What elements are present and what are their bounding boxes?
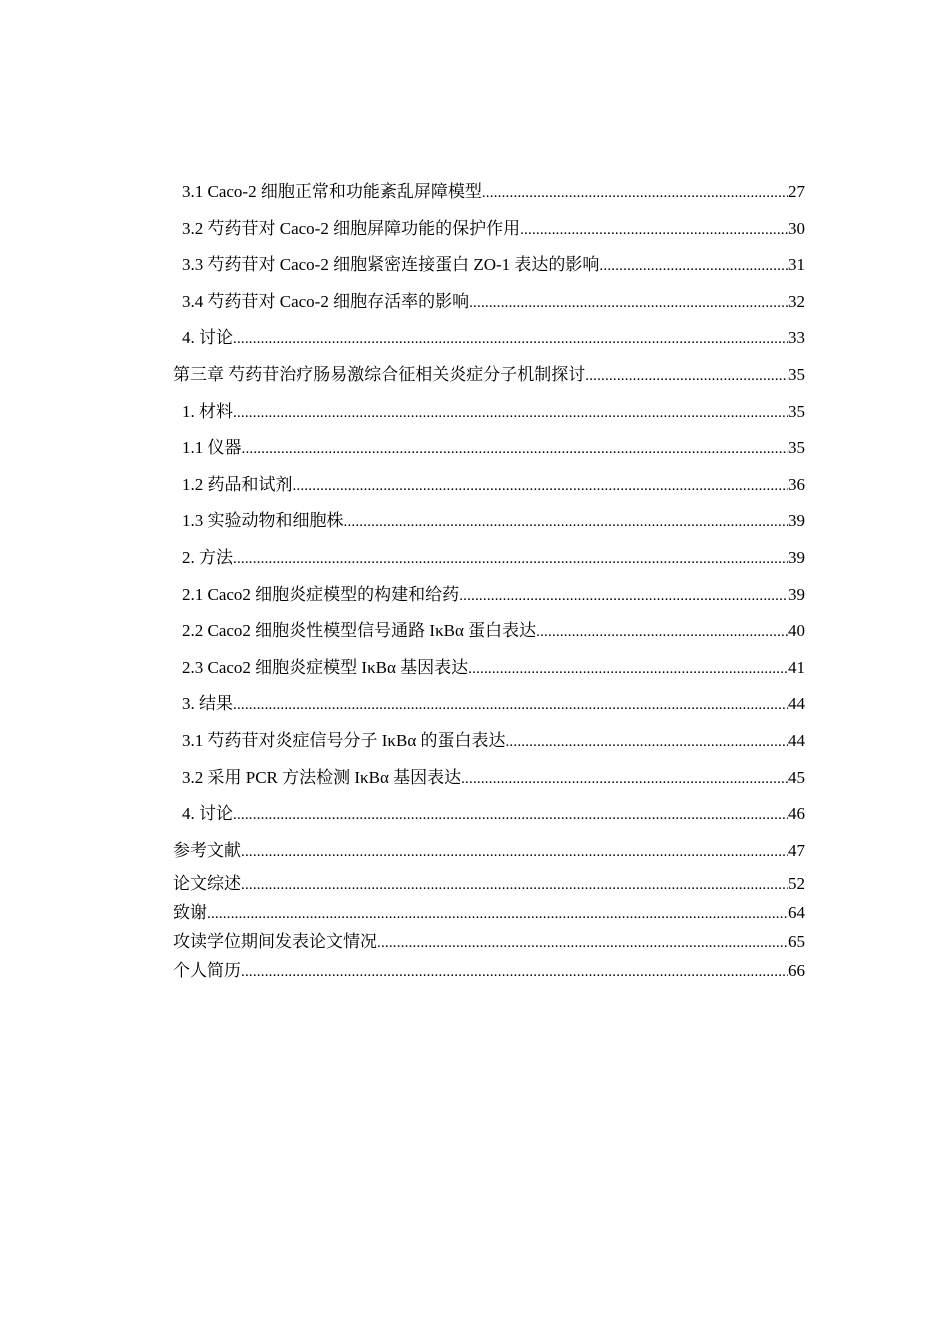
toc-entry[interactable]: [173, 247, 805, 284]
toc-dot-leader: [377, 929, 788, 956]
toc-page-number: 46: [788, 804, 805, 824]
toc-page-number: 45: [788, 767, 805, 787]
toc-page-number: 30: [788, 218, 805, 238]
toc-dot-leader: [293, 468, 789, 504]
table-of-contents: [173, 174, 805, 985]
toc-entry[interactable]: [173, 796, 805, 833]
toc-dot-leader: [233, 395, 788, 431]
toc-chapter-entry[interactable]: [173, 898, 805, 927]
toc-entry[interactable]: [173, 686, 805, 723]
toc-entry[interactable]: [173, 211, 805, 248]
toc-dot-leader: [505, 724, 788, 760]
toc-entry[interactable]: [173, 650, 805, 687]
toc-chapter-entry[interactable]: [173, 869, 805, 898]
toc-entry-title: 4. 讨论: [182, 328, 233, 348]
toc-dot-leader: [241, 871, 788, 898]
toc-entry[interactable]: [173, 174, 805, 211]
toc-entry[interactable]: [173, 760, 805, 797]
toc-page-number: 47: [788, 840, 805, 860]
toc-page-number: 32: [788, 291, 805, 311]
toc-dot-leader: [585, 358, 788, 394]
toc-dot-leader: [469, 285, 788, 321]
toc-entry-title: 参考文献: [173, 840, 241, 860]
toc-entry[interactable]: [173, 430, 805, 467]
toc-entry-title: 2.3 Caco2 细胞炎症模型 IκBα 基因表达: [182, 657, 469, 677]
toc-page-number: 44: [788, 730, 805, 750]
toc-dot-leader: [599, 248, 788, 284]
toc-entry[interactable]: [173, 723, 805, 760]
toc-entry-title: 3.2 采用 PCR 方法检测 IκBα 基因表达: [182, 767, 462, 787]
toc-dot-leader: [233, 687, 788, 723]
toc-entry-title: 3.4 芍药苷对 Caco-2 细胞存活率的影响: [182, 291, 470, 311]
toc-page-number: 39: [788, 547, 805, 567]
toc-page-number: 27: [788, 182, 805, 201]
toc-dot-leader: [207, 900, 788, 927]
toc-dot-leader: [344, 504, 789, 540]
toc-page-number: 35: [788, 401, 805, 421]
toc-entry-title: 1.3 实验动物和细胞株: [182, 511, 344, 531]
toc-entry-title: 致谢: [173, 903, 207, 923]
toc-entry-title: 1.2 药品和试剂: [182, 474, 293, 494]
toc-page-number: 41: [788, 657, 805, 677]
toc-page-number: 39: [788, 511, 805, 531]
toc-dot-leader: [233, 541, 788, 577]
toc-entry-title: 论文综述: [173, 874, 241, 894]
toc-entry-title: 第三章 芍药苷治疗肠易激综合征相关炎症分子机制探讨: [173, 364, 586, 384]
toc-entry-title: 1.1 仪器: [182, 438, 242, 458]
toc-entry[interactable]: [173, 503, 805, 540]
toc-page-number: 65: [788, 932, 805, 952]
toc-entry-title: 2.2 Caco2 细胞炎性模型信号通路 IκBα 蛋白表达: [182, 621, 537, 641]
toc-entry-title: 1. 材料: [182, 401, 233, 421]
toc-dot-leader: [241, 958, 788, 985]
toc-page-number: 36: [788, 474, 805, 494]
toc-page-number: 52: [788, 874, 805, 894]
toc-entry-title: 4. 讨论: [182, 804, 233, 824]
toc-entry-title: 3.3 芍药苷对 Caco-2 细胞紧密连接蛋白 ZO-1 表达的影响: [182, 255, 600, 275]
toc-page-number: 33: [788, 328, 805, 348]
toc-dot-leader: [241, 834, 788, 870]
toc-entry[interactable]: [173, 320, 805, 357]
toc-entry[interactable]: [173, 577, 805, 614]
toc-dot-leader: [461, 761, 788, 797]
toc-entry[interactable]: [173, 467, 805, 504]
toc-dot-leader: [242, 431, 789, 467]
toc-dot-leader: [536, 614, 788, 650]
toc-page-number: 35: [788, 438, 805, 458]
toc-page-number: 44: [788, 694, 805, 714]
toc-entry-title: 个人简历: [173, 961, 241, 981]
toc-entry-title: 3.1 芍药苷对炎症信号分子 IκBα 的蛋白表达: [182, 730, 506, 750]
toc-entry-title: 3.1 Caco-2 细胞正常和功能紊乱屏障模型: [182, 182, 482, 201]
toc-dot-leader: [482, 175, 788, 211]
toc-page-number: 35: [788, 364, 805, 384]
toc-page-number: 31: [788, 255, 805, 275]
toc-entry-title: 3.2 芍药苷对 Caco-2 细胞屏障功能的保护作用: [182, 218, 521, 238]
toc-page-number: 39: [788, 584, 805, 604]
toc-entry[interactable]: [173, 613, 805, 650]
toc-chapter-entry[interactable]: [173, 833, 805, 870]
toc-chapter-entry[interactable]: [173, 927, 805, 956]
toc-dot-leader: [233, 321, 788, 357]
toc-entry-title: 攻读学位期间发表论文情况: [173, 932, 377, 952]
toc-dot-leader: [459, 578, 788, 614]
toc-dot-leader: [233, 797, 788, 833]
toc-entry[interactable]: [173, 284, 805, 321]
toc-dot-leader: [520, 212, 788, 248]
toc-chapter-entry[interactable]: [173, 357, 805, 394]
toc-page-number: 64: [788, 903, 805, 923]
toc-entry-title: 3. 结果: [182, 694, 233, 714]
toc-page-number: 40: [788, 621, 805, 641]
toc-entry[interactable]: [173, 540, 805, 577]
toc-entry-title: 2.1 Caco2 细胞炎症模型的构建和给药: [182, 584, 460, 604]
toc-dot-leader: [468, 651, 788, 687]
toc-chapter-entry[interactable]: [173, 956, 805, 985]
toc-page-number: 66: [788, 961, 805, 981]
toc-entry[interactable]: [173, 394, 805, 431]
toc-entry-title: 2. 方法: [182, 547, 233, 567]
